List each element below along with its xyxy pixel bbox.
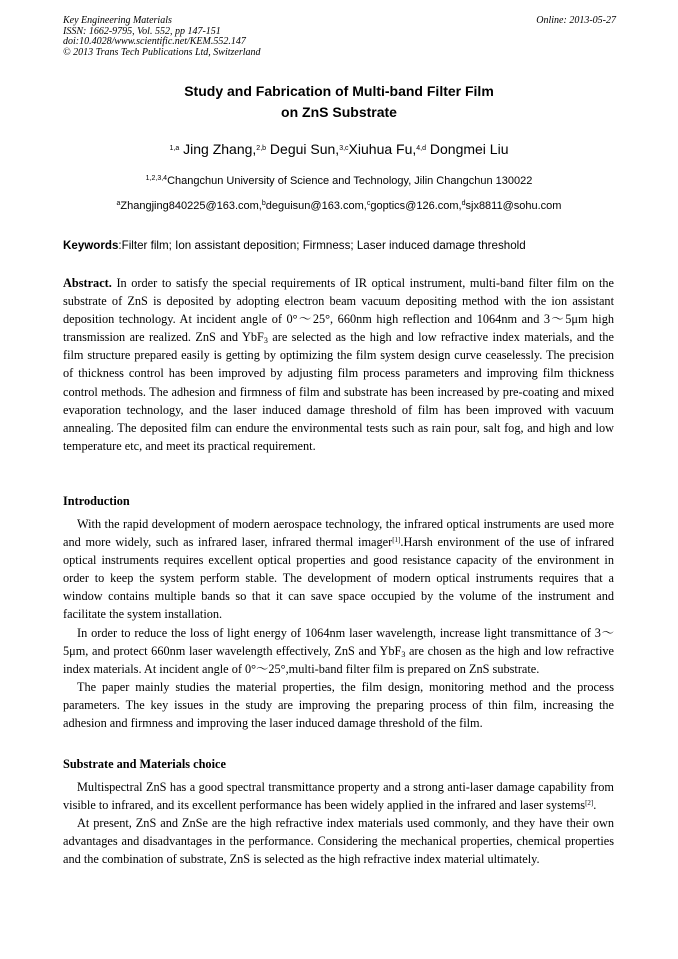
title-line-2: on ZnS Substrate bbox=[281, 104, 397, 120]
intro-p2-sub: 3 bbox=[401, 649, 406, 659]
issn-line: ISSN: 1662-9795, Vol. 552, pp 147-151 bbox=[63, 25, 221, 37]
substrate-p1-text: Multispectral ZnS has a good spectral transmittance property and a strong anti-laser damage capability from visible to infrared, and its excellent performance has been widely applied in the infrared and laser systems bbox=[63, 780, 614, 813]
introduction-body bbox=[63, 515, 614, 732]
intro-paragraph-3: The paper mainly studies the material properties, the film design, monitoring method and the process parameters. The key issues in the study are improving the preparing process of thin film, increasing the adhesion and firmness and improving the laser induced damage threshold of the film. bbox=[63, 679, 614, 731]
title-line-1: Study and Fabrication of Multi-band Filter Film bbox=[184, 83, 494, 99]
author-4-name: Dongmei Liu bbox=[429, 141, 509, 157]
author-3-name: Xiuhua Fu, bbox=[348, 141, 417, 157]
affiliation-sup: 1,2,3,4 bbox=[145, 175, 168, 182]
abstract-sub: 3 bbox=[263, 336, 268, 346]
intro-p1-text: With the rapid development of modern aerospace technology, the infrared optical instruments are used more and more widely, such as infrared laser, infrared thermal imager bbox=[63, 517, 614, 550]
paper-title bbox=[60, 81, 618, 123]
online-date: Online: 2013-05-27 bbox=[536, 15, 616, 26]
intro-p2-text-cont: are chosen as the high and low refractive index materials. At incident angle of 0°～25°,multi-band filter film is prepared on ZnS substrate. bbox=[63, 643, 614, 676]
author-2-name: Degui Sun, bbox=[269, 141, 340, 157]
email-b-sup: b bbox=[261, 200, 266, 207]
email-d[interactable]: sjx8811@sohu.com bbox=[465, 200, 562, 212]
author-2-sup: 2,b bbox=[256, 145, 267, 152]
substrate-body bbox=[63, 778, 614, 868]
abstract-text-1: In order to satisfy the special requirements of IR optical instrument, multi-band filter film on the substrate of ZnS is deposited by adopting electron beam vacuum depositing method with the ion assistant deposition technology. At incident angle of 0°～25°, 660nm high reflection and 1064nm and 3～5μm high transmission are realized. ZnS and YbF bbox=[63, 276, 614, 345]
keywords bbox=[63, 238, 615, 253]
email-c-sup: c bbox=[366, 200, 371, 207]
journal-header bbox=[63, 16, 261, 58]
keywords-label: Keywords bbox=[63, 239, 119, 252]
doi-line: doi:10.4028/www.scientific.net/KEM.552.147 bbox=[63, 36, 246, 48]
abstract-label: Abstract. bbox=[63, 276, 112, 290]
affiliation-text: Changchun University of Science and Technology, Jilin Changchun 130022 bbox=[167, 175, 533, 187]
email-c[interactable]: goptics@126.com, bbox=[370, 200, 462, 212]
substrate-paragraph-1 bbox=[63, 778, 614, 814]
affiliation bbox=[60, 174, 618, 188]
author-4-sup: 4,d bbox=[416, 145, 426, 152]
journal-name: Key Engineering Materials bbox=[63, 15, 172, 26]
introduction-heading: Introduction bbox=[63, 494, 130, 508]
author-3-sup: 3,c bbox=[339, 145, 349, 152]
substrate-paragraph-2: At present, ZnS and ZnSe are the high refractive index materials used commonly, and they have their own advantages and disadvantages in the performance. Considering the mechanical properties, chemical properties and the combination of substrate, ZnS is selected as the high refractive index material ultimately. bbox=[63, 816, 614, 867]
substrate-heading: Substrate and Materials choice bbox=[63, 757, 226, 771]
abstract bbox=[63, 274, 614, 455]
author-1-sup: 1,a bbox=[169, 145, 180, 152]
author-list bbox=[60, 140, 618, 158]
email-a-sup: a bbox=[116, 200, 121, 207]
email-list bbox=[60, 199, 618, 213]
email-d-sup: d bbox=[461, 200, 466, 207]
intro-paragraph-2 bbox=[63, 624, 614, 678]
intro-paragraph-1 bbox=[63, 515, 614, 624]
substrate-p1-text-cont: . bbox=[593, 798, 597, 813]
keywords-text: :Filter film; Ion assistant deposition; Firmness; Laser induced damage threshold bbox=[118, 239, 526, 252]
intro-p2-text: In order to reduce the loss of light energy of 1064nm laser wavelength, increase light transmittance of 3～5μm, and protect 660nm laser wavelength effectively, ZnS and YbF bbox=[63, 625, 614, 658]
abstract-text-2: are selected as the high and low refractive index materials, and the film structure prepared easily is getting by optimizing the film system design curve ceaselessly. The precision of thickness control has been improved by adjusting film process parameters and improving film thickness control methods. The adhesion and firmness of film and substrate has been increased by pre-coating and mixed evaporation technology, and the laser induced damage threshold of film has been improved with vacuum annealing. The deposited film can endure the environmental tests such as rain pour, salt fog, and high and low temperature etc, and meet its practical requirement. bbox=[63, 330, 614, 453]
copyright-line: © 2013 Trans Tech Publications Ltd, Switzerland bbox=[63, 46, 261, 58]
citation-2[interactable]: [2] bbox=[585, 799, 594, 808]
author-1-name: Jing Zhang, bbox=[183, 141, 257, 157]
citation-1[interactable]: [1] bbox=[392, 536, 401, 545]
email-b[interactable]: deguisun@163.com, bbox=[265, 200, 367, 212]
intro-p1-text-cont: .Harsh environment of the use of infrared optical instruments requires excellent optical properties and good resistance capacity of the environment in order to keep the system perform stable. The development of modern optical instruments requires that a window contains multiple bands so that it can save space occupied by the volume of the instrument and facilitate the system installation. bbox=[63, 535, 614, 622]
email-a[interactable]: Zhangjing840225@163.com, bbox=[120, 200, 262, 212]
